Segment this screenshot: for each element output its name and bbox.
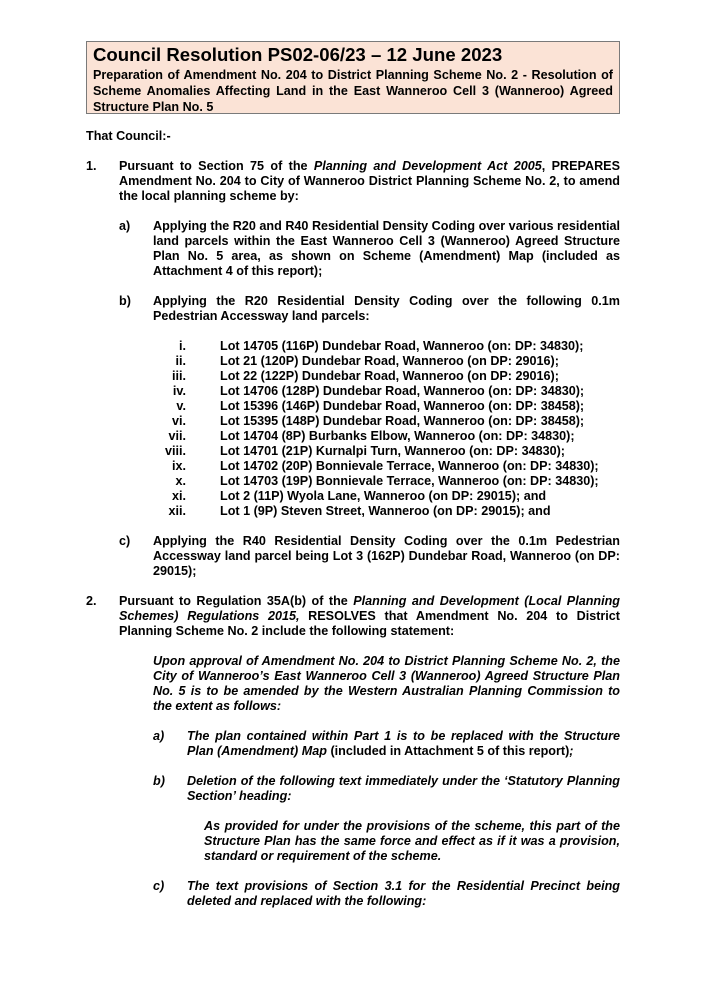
resolution-subtitle: Preparation of Amendment No. 204 to District Planning Scheme No. 2 - Resolution of Scheme Anomalies Affecting Land in the East Wanneroo Cell 3 (Wanneroo) Agreed Structure Plan No. 5 [93,68,613,114]
item1-number: 1. [86,159,97,173]
lot-number: vii. [168,429,186,443]
lot-item: Lot 14706 (128P) Dundebar Road, Wanneroo (on: DP: 34830); [220,384,585,398]
lot-number: ix. [171,459,186,473]
lot-item: Lot 14701 (21P) Kurnalpi Turn, Wanneroo (on: DP: 34830); [220,444,565,458]
item1-b-text: Applying the R20 Residential Density Coding over the following 0.1m Pedestrian Accessway land parcels: [153,294,620,323]
item2-text: Pursuant to Regulation 35A(b) of the Planning and Development (Local Planning Schemes) Regulations 2015, RESOLVES that Amendment No. 204 to District Planning Scheme No. 2 include the following statement: [119,594,620,638]
item2-c-label: c) [153,879,165,893]
lot-item: Lot 21 (120P) Dundebar Road, Wanneroo (on DP: 29016); [220,354,559,368]
item2-number: 2. [86,594,97,608]
item1-a-label: a) [119,219,131,233]
item2-c-text: The text provisions of Section 3.1 for the Residential Precinct being deleted and replaced with the following: [187,879,620,908]
lot-item: Lot 14704 (8P) Burbanks Elbow, Wanneroo (on: DP: 34830); [220,429,575,443]
lot-number: v. [176,399,186,413]
lot-item: Lot 14702 (20P) Bonnievale Terrace, Wanneroo (on: DP: 34830); [220,459,599,473]
lot-item: Lot 2 (11P) Wyola Lane, Wanneroo (on DP: 29015); and [220,489,547,503]
intro-text: That Council:- [86,129,171,143]
item2-a-text: The plan contained within Part 1 is to be replaced with the Structure Plan (Amendment) Map (included in Attachment 5 of this report); [187,729,620,758]
lot-item: Lot 15396 (146P) Dundebar Road, Wanneroo (on: DP: 38458); [220,399,585,413]
item2-b-quote: As provided for under the provisions of the scheme, this part of the Structure Plan has the same force and effect as if it was a provision, standard or requirement of the scheme. [204,819,620,863]
item2-b-text: Deletion of the following text immediately under the ‘Statutory Planning Section’ heading: [187,774,620,803]
lot-number: iii. [172,369,186,383]
item1-text: Pursuant to Section 75 of the Planning and Development Act 2005, PREPARES Amendment No. 204 to City of Wanneroo District Planning Scheme No. 2, to amend the local planning scheme by: [119,159,620,203]
lot-number: xi. [171,489,186,503]
item1-c-text: Applying the R40 Residential Density Coding over the 0.1m Pedestrian Accessway land parcel being Lot 3 (162P) Dundebar Road, Wanneroo (on DP: 29015); [153,534,620,578]
lot-item: Lot 1 (9P) Steven Street, Wanneroo (on DP: 29015); and [220,504,551,518]
resolution-title: Council Resolution PS02-06/23 – 12 June 2023 [93,44,503,65]
lot-item: Lot 15395 (148P) Dundebar Road, Wanneroo (on: DP: 38458); [220,414,585,428]
lot-item: Lot 22 (122P) Dundebar Road, Wanneroo (on DP: 29016); [220,369,559,383]
lot-number: viii. [165,444,186,458]
lot-number: xii. [168,504,186,518]
lot-number: vi. [171,414,186,428]
item2-b-label: b) [153,774,165,788]
lot-number: iv. [172,384,186,398]
lot-item: Lot 14703 (19P) Bonnievale Terrace, Wanneroo (on: DP: 34830); [220,474,599,488]
resolution-header [86,41,620,114]
lot-item: Lot 14705 (116P) Dundebar Road, Wanneroo (on: DP: 34830); [220,339,584,353]
item2-a-label: a) [153,729,165,743]
item1-a-text: Applying the R20 and R40 Residential Density Coding over various residential land parcels within the East Wanneroo Cell 3 (Wanneroo) Agreed Structure Plan No. 5 area, as shown on Scheme (Amendment) Map (included as Attachment 4 of this report); [153,219,620,278]
lot-number: x. [175,474,186,488]
item1-c-label: c) [119,534,131,548]
lot-number: i. [179,339,186,353]
item2-statement: Upon approval of Amendment No. 204 to District Planning Scheme No. 2, the City of Wanneroo’s East Wanneroo Cell 3 (Wanneroo) Agreed Structure Plan No. 5 is to be amended by the Western Australian Planning Commission to the extent as follows: [153,654,620,713]
item1-b-label: b) [119,294,131,308]
lot-number: ii. [175,354,186,368]
